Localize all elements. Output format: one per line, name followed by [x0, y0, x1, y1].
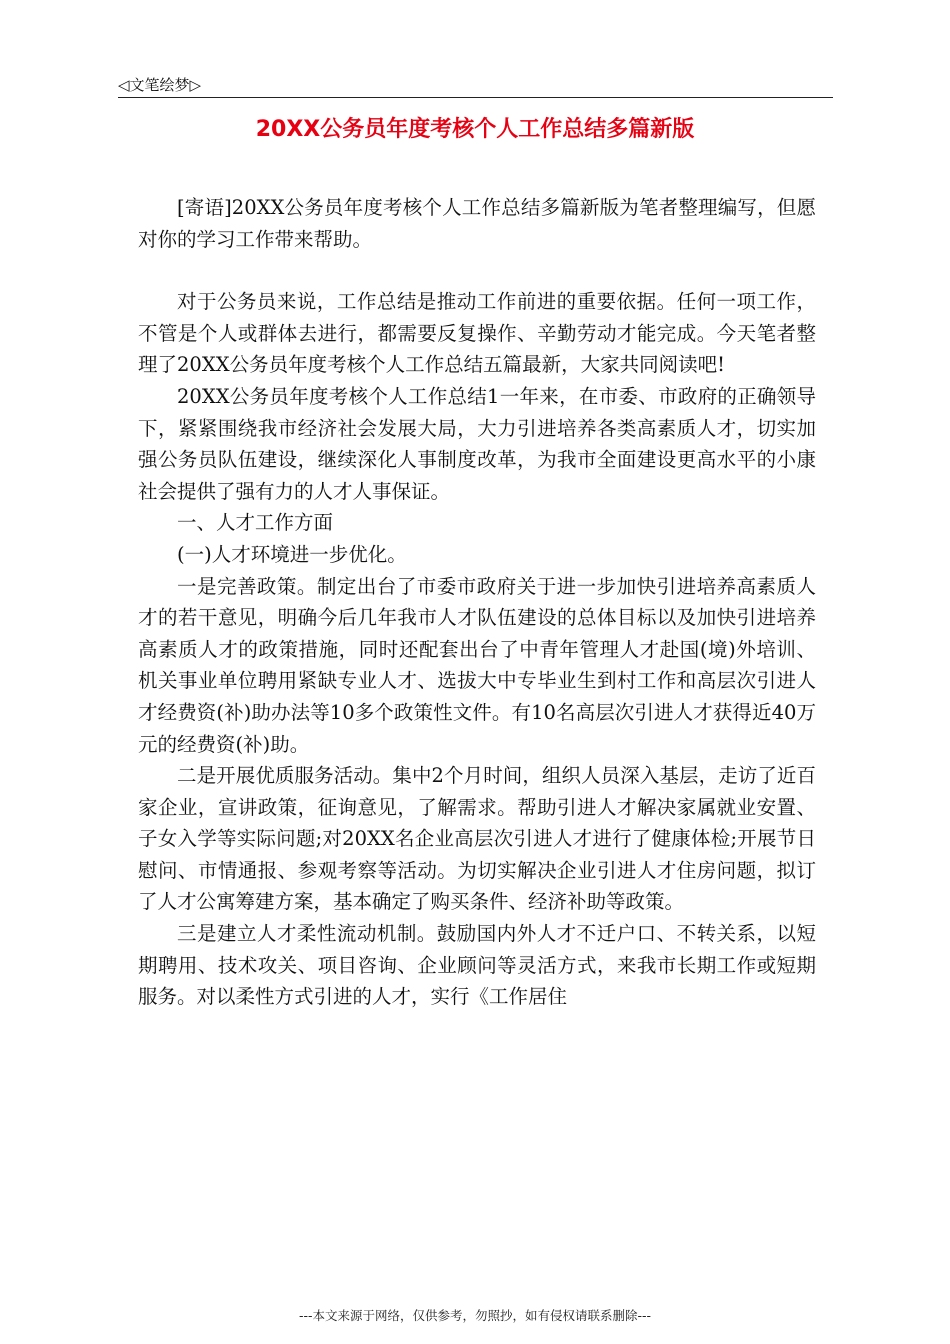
- section-heading: 一、人才工作方面: [177, 511, 334, 535]
- header-logo-text: ◁文笔绘梦▷: [118, 76, 202, 94]
- header-divider: [118, 97, 833, 98]
- paragraph-flexible-flow: 三是建立人才柔性流动机制。鼓励国内外人才不迁户口、不转关系，以短期聘用、技术攻关、项目咨询、企业顾问等灵活方式，来我市长期工作或短期服务。对以柔性方式引进的人才，实行《工作居住: [138, 922, 816, 1009]
- document-body: [138, 192, 816, 1013]
- document-title: 20XX公务员年度考核个人工作总结多篇新版: [255, 117, 695, 142]
- paragraph-summary-1: 20XX公务员年度考核个人工作总结1一年来，在市委、市政府的正确领导下，紧紧围绕我市经济社会发展大局，大力引进培养各类高素质人才，切实加强公务员队伍建设，继续深化人事制度改革，为我市全面建设更高水平的小康社会提供了强有力的人才人事保证。: [138, 384, 816, 503]
- paragraph-service: 二是开展优质服务活动。集中2个月时间，组织人员深入基层，走访了近百家企业，宣讲政策，征询意见，了解需求。帮助引进人才解决家属就业安置、子女入学等实际问题;对20XX名企业高层次引进人才进行了健康体检;开展节日慰问、市情通报、参观考察等活动。为切实解决企业引进人才住房问题，拟订了人才公寓筹建方案，基本确定了购买条件、经济补助等政策。: [138, 764, 816, 914]
- subsection-heading: (一)人才环境进一步优化。: [177, 542, 407, 566]
- paragraph-foreword: [寄语]20XX公务员年度考核个人工作总结多篇新版为笔者整理编写，但愿对你的学习工作带来帮助。: [138, 196, 816, 251]
- paragraph-intro: 对于公务员来说，工作总结是推动工作前进的重要依据。任何一项工作，不管是个人或群体去进行，都需要反复操作、辛勤劳动才能完成。今天笔者整理了20XX公务员年度考核个人工作总结五篇最新，大家共同阅读吧!: [138, 290, 816, 377]
- paragraph-policy: 一是完善政策。制定出台了市委市政府关于进一步加快引进培养高素质人才的若干意见，明确今后几年我市人才队伍建设的总体目标以及加快引进培养高素质人才的政策措施，同时还配套出台了中青年管理人才赴国(境)外培训、机关事业单位聘用紧缺专业人才、选拔大中专毕业生到村工作和高层次引进人才经费资(补)助办法等10多个政策性文件。有10名高层次引进人才获得近40万元的经费资(补)助。: [138, 574, 816, 756]
- footer-notice: ---本文来源于网络，仅供参考，勿照抄，如有侵权请联系删除---: [298, 1308, 652, 1323]
